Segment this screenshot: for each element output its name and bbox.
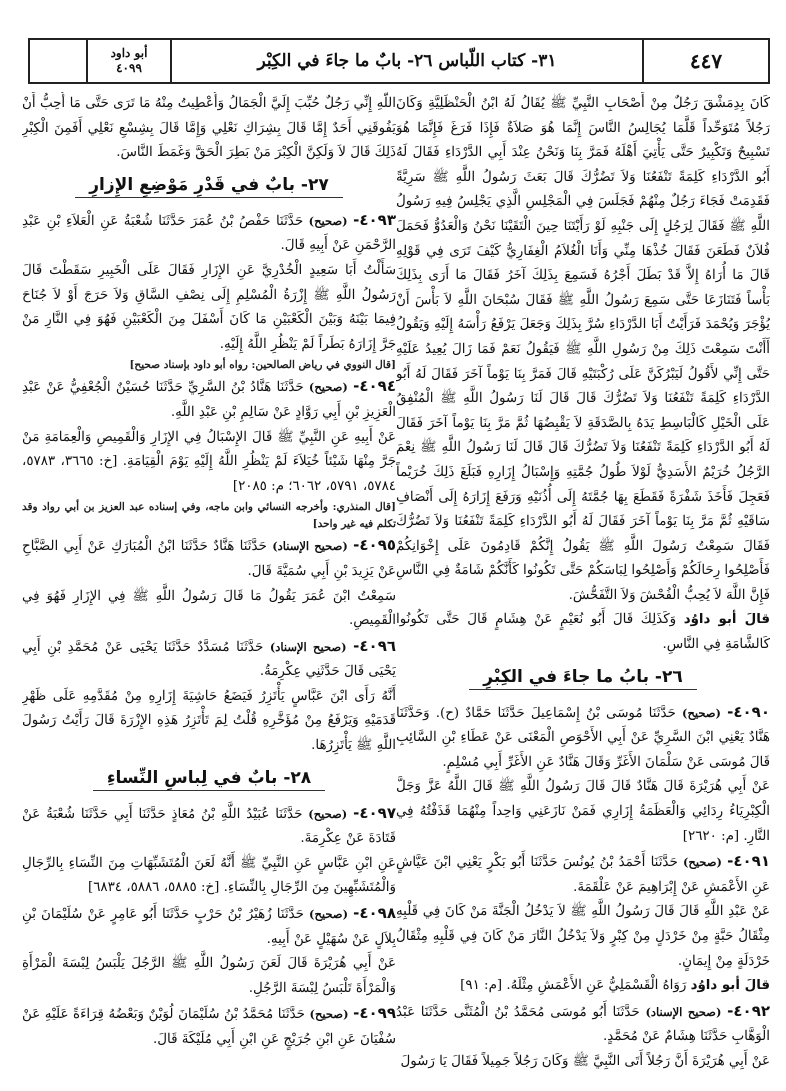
hadith-4091-isnad: [396, 849, 770, 900]
hadith-4097-isnad: [22, 801, 396, 852]
ref-book: أبو داود: [110, 46, 148, 60]
chapter-title: ٣١- كتاب اللّباس ٢٦- بابٌ ما جاءَ في الكِبْر: [170, 40, 642, 82]
hadith-4091-matn: عَنْ عَبْدِ اللَّهِ قَالَ قَالَ رَسُولُ اللَّهِ ﷺ لاَ يَدْخُلُ الْجَنَّةَ مَنْ كَانَ فِي قَلْبِهِ مِثْقَالُ حَبَّةٍ مِنْ خَرْدَلٍ مِنْ كِبْرٍ وَلاَ يَدْخُلُ النَّارَ مَنْ كَانَ فِي قَلْبِهِ مِثْقَالُ خَرْدَلَةٍ مِنْ إِيمَانٍ.: [396, 904, 770, 969]
hadith-4090-isnad: [396, 700, 770, 776]
isnad-text: حَدَّثَنَا مُحَمَّدُ بْنُ سُلَيْمَانَ لُوَيْنٌ وَبَعْضُهُ قِرَاءَةً عَلَيْهِ عَنْ سُفْيَانَ عَنِ ابْنِ جُرَيْجٍ عَنِ ابْنِ أَبِي مُلَيْكَةَ قَالَ.: [22, 1007, 396, 1047]
hadith-4098-matn: عَنْ أَبِي هُرَيْرَةَ قَالَ لَعَنَ رَسُولُ اللَّهِ ﷺ الرَّجُلَ يَلْبَسُ لِبْسَةَ الْمَرْأَةِ وَالْمَرْأَةَ تَلْبَسُ لِبْسَةَ الرَّجُلِ.: [22, 956, 396, 996]
header-blank-cell: [30, 40, 86, 82]
hadith-grade: (صحيح): [309, 907, 349, 922]
isnad-text: حَدَّثَنَا حَفْصُ بْنُ عُمَرَ حَدَّثَنَا شُعْبَةُ عَنِ الْعَلاَءِ بْنِ عَبْدِ الرَّحْمَنِ عَنْ أَبِيهِ قَالَ.: [22, 213, 396, 254]
comment-text: رَوَاهُ الْقَسْمَلِيُّ عَنِ الأَعْمَشِ مِثْلَهُ. [م: ٩١]: [460, 978, 691, 994]
isnad-text: حَدَّثَنَا أَحْمَدُ بْنُ يُونُسَ حَدَّثَنَا أَبُو بَكْرٍ يَعْنِي ابْنَ عَيَّاشٍ عَنِ الأَعْمَشِ عَنْ إِبْرَاهِيمَ عَنْ عَلْقَمَةَ.: [396, 855, 770, 895]
hadith-number: ٤٠٩٩-: [353, 1004, 396, 1023]
hadith-4093-matn: سَأَلْتُ أَبَا سَعِيدٍ الْخُدْرِيَّ عَنِ الإِزَارِ فَقَالَ عَلَى الْخَبِيرِ سَقَطْتَ قَالَ رَسُولُ اللَّهِ ﷺ إِزْرَةُ الْمُسْلِمِ إِلَى نِصْفِ السَّاقِ وَلاَ حَرَجَ أَوْ لاَ جُنَاحَ فِيمَا بَيْنَهُ وَبَيْنَ الْكَعْبَيْنِ مَا كَانَ أَسْفَلَ مِنَ الْكَعْبَيْنِ فَهُوَ فِي النَّارِ مَنْ جَرَّ إِزَارَهُ بَطَراً لَمْ يَنْظُرِ اللَّهُ إِلَيْهِ.: [22, 262, 396, 352]
comment-lead: قالَ أبو داوُد: [690, 978, 770, 994]
right-column: [396, 92, 770, 1082]
page-number: ٤٤٧: [642, 40, 768, 82]
isnad-text: حَدَّثَنَا مُسَدَّدٌ حَدَّثَنَا يَحْيَى عَنْ مُحَمَّدِ بْنِ أَبِي يَحْيَى قَالَ حَدَّثَنِي عِكْرِمَةُ.: [22, 639, 396, 680]
hadith-4090-matn: عَنْ أَبِي هُرَيْرَةَ قَالَ هَنَّادٌ قَالَ قَالَ رَسُولُ اللَّهِ ﷺ قَالَ اللَّهُ عَزَّ وَجَلَّ الْكِبْرِيَاءُ رِدَائِي وَالْعَظَمَةُ إِزَارِي فَمَنْ نَازَعَنِي وَاحِداً مِنْهُمَا قَذَفْتُهُ فِي النَّارِ. [م: ٢٦٢٠]: [396, 779, 770, 844]
hadith-number: ٤٠٩٤-: [353, 377, 396, 396]
hadith-grade: (صحيح): [308, 380, 348, 395]
hadith-number: ٤٠٩٣-: [353, 210, 396, 229]
hadith-4092-isnad: [396, 999, 770, 1050]
hadith-4095-isnad: [22, 533, 396, 584]
hadith-grade: (صحيح الإسناد): [272, 539, 348, 554]
isnad-text: حَدَّثَنَا مُوسَى بْنُ إِسْمَاعِيلَ حَدَّثَنَا حَمَّادٌ (ح). وَحَدَّثَنَا هَنَّادٌ يَعْنِي ابْنَ السَّرِيِّ عَنْ أَبِي الأَحْوَصِ الْمَعْنَى عَنْ عَطَاءِ بْنِ السَّائِبِ قَالَ مُوسَى عَنْ سَلْمَانَ الأَغَرِّ وَقَالَ هَنَّادٌ عَنِ الأَغَرِّ أَبِي مُسْلِمٍ.: [396, 705, 770, 770]
hadith-4093-isnad: [22, 208, 396, 259]
comment-text: وَكَذَلِكَ قَالَ أَبُو نُعَيْمٍ عَنْ هِشَامٍ قَالَ حَتَّى تَكُونُوا كَالشَّامَةِ فِي النَّاسِ.: [396, 612, 770, 653]
hadith-4092-matn: عَنْ أَبِي هُرَيْرَةَ أَنَّ رَجُلاً أَتَى النَّبِيَّ ﷺ وَكَانَ رَجُلاً جَمِيلاً فَقَالَ يَا رَسُولَ: [400, 1053, 770, 1069]
hadith-number: ٤٠٩٥-: [353, 536, 396, 555]
isnad-text: حَدَّثَنَا هَنَّادُ بْنُ السَّرِيِّ حَدَّثَنَا حُسَيْنٌ الْجُعْفِيُّ عَنْ عَبْدِ الْعَزِيزِ بْنِ أَبِي رَوَّادٍ عَنْ سَالِمِ بْنِ عَبْدِ اللَّهِ.: [22, 380, 396, 420]
hadith-grade: (صحيح): [682, 855, 722, 870]
hadith-grade: (صحيح): [308, 213, 348, 228]
hadith-4094-isnad: [22, 374, 396, 425]
isnad-text: حَدَّثَنَا زُهَيْرُ بْنُ حَرْبٍ حَدَّثَنَا أَبُو عَامِرٍ عَنْ سُلَيْمَانَ بْنِ بِلاَلٍ عَنْ سُهَيْلٍ عَنْ أَبِيهِ.: [22, 907, 396, 947]
hadith-4099-isnad: [22, 1001, 396, 1052]
hadith-4096-isnad: [22, 634, 396, 685]
chapter-heading-28: ٢٨- بابٌ في لِباسِ النِّساءِ: [22, 765, 396, 791]
hadith-4096-matn: أَنَّهُ رَأَى ابْنَ عَبَّاسٍ يَأْتَزِرُ فَيَضَعُ حَاشِيَةَ إِزَارِهِ مِنْ مُقَدَّمِهِ عَلَى ظَهْرِ قَدَمَيْهِ وَيَرْفَعُ مِنْ مُؤَخَّرِهِ قُلْتُ لِمَ تَأْتَزِرُ هَذِهِ الإِزْرَةَ قَالَ رَأَيْتُ رَسُولَ اللَّهِ ﷺ يَأْتَزِرُهَا.: [22, 688, 396, 754]
page-header: [28, 38, 770, 84]
isnad-text: حَدَّثَنَا هَنَّادٌ حَدَّثَنَا ابْنُ الْمُبَارَكِ عَنْ أَبِي الصَّبَّاحِ عَنْ يَزِيدَ بْنِ أَبِي سُمَيَّةَ قَالَ.: [22, 539, 396, 579]
chapter-heading-27: ٢٧- بابٌ في قَدْرِ مَوْضِعِ الإِزارِ: [22, 172, 396, 198]
hadith-number: ٤٠٩١-: [727, 852, 770, 871]
hadith-grade: (صحيح): [682, 705, 721, 720]
abu-dawud-comment: [396, 608, 770, 657]
editor-note: [قال النووي في رياض الصالحين: رواه أبو داود بإسناد صحيح]: [129, 359, 396, 372]
editor-note: [قال المنذري: وأخرجه النسائي وابن ماجه، وفي إسناده عبد العزيز بن أبي رواد وقد تكلم فيه غير واحد]: [22, 501, 396, 531]
hadith-4095-matn: سَمِعْتُ ابْنَ عُمَرَ يَقُولُ مَا قَالَ رَسُولُ اللَّهِ ﷺ فِي الإِزَارِ فَهُوَ فِي الْقَمِيصِ.: [22, 588, 396, 629]
abu-dawud-comment: [396, 974, 770, 999]
left-column: [22, 92, 396, 1082]
hadith-number: ٤٠٩٨-: [353, 904, 396, 923]
isnad-text: حَدَّثَنَا أَبُو مُوسَى مُحَمَّدُ بْنُ الْمُثَنَّى حَدَّثَنَا عَبْدُ الْوَهَّابِ حَدَّثَنَا هِشَامٌ عَنْ مُحَمَّدٍ.: [396, 1004, 770, 1045]
hadith-grade: (صحيح الإسناد): [645, 1004, 722, 1019]
comment-lead: قالَ أبو داوُد: [683, 612, 770, 628]
hadith-grade: (صحيح): [309, 1007, 349, 1022]
ref-range: ٤٠٩٩: [116, 61, 142, 75]
hadith-number: ٤٠٩٧-: [353, 803, 396, 822]
hadith-number: ٤٠٩٦-: [353, 636, 396, 655]
hadith-range-ref: [86, 40, 170, 82]
hadith-continuation: كَانَ بِدِمَشْقَ رَجُلٌ مِنْ أَصْحَابِ النَّبِيِّ ﷺ يُقَالُ لَهُ ابْنُ الْحَنْظَلِيَّةِ وَكَانَ رَجُلاً مُتَوَحِّداً قَلَّمَا يُجَالِسُ النَّاسَ إِنَّمَا هُوَ صَلاَةٌ فَإِذَا فَرَغَ فَإِنَّمَا هُوَ تَسْبِيحٌ وَتَكْبِيرٌ حَتَّى يَأْتِيَ أَهْلَهُ فَمَرَّ بِنَا وَنَحْنُ عِنْدَ أَبِي الدَّرْدَاءِ فَقَالَ لَهُ أَبُو الدَّرْدَاءِ كَلِمَةً تَنْفَعُنَا وَلاَ تَضُرُّكَ قَالَ بَعَثَ رَسُولُ اللَّهِ ﷺ سَرِيَّةً فَقَدِمَتْ فَجَاءَ رَجُلٌ مِنْهُمْ فَجَلَسَ فِي الْمَجْلِسِ الَّذِي يَجْلِسُ فِيهِ رَسُولُ اللَّهِ ﷺ فَقَالَ لِرَجُلٍ إِلَى جَنْبِهِ لَوْ رَأَيْتَنَا حِينَ الْتَقَيْنَا نَحْنُ وَالْعَدُوُّ فَحَمَلَ فُلاَنٌ فَطَعَنَ فَقَالَ خُذْهَا مِنِّي وَأَنَا الْغُلاَمُ الْغِفَارِيُّ كَيْفَ تَرَى فِي قَوْلِهِ قَالَ مَا أُرَاهُ إِلاَّ قَدْ بَطَلَ أَجْرُهُ فَسَمِعَ بِذَلِكَ آخَرُ فَقَالَ مَا أَرَى بِذَلِكَ بَأْساً فَتَنَازَعَا حَتَّى سَمِعَ رَسُولُ اللَّهِ ﷺ فَقَالَ سُبْحَانَ اللَّهِ لاَ بَأْسَ أَنْ يُؤْجَرَ وَيُحْمَدَ فَرَأَيْتُ أَبَا الدَّرْدَاءِ سُرَّ بِذَلِكَ وَجَعَلَ يَرْفَعُ رَأْسَهُ إِلَيْهِ وَيَقُولُ أَأَنْتَ سَمِعْتَ ذَلِكَ مِنْ رَسُولِ اللَّهِ ﷺ فَيَقُولُ نَعَمْ فَمَا زَالَ يُعِيدُ عَلَيْهِ حَتَّى إِنِّي لأَقُولُ لَيَبْرُكَنَّ عَلَى رُكْبَتَيْهِ قَالَ فَمَرَّ بِنَا يَوْماً آخَرَ فَقَالَ لَهُ أَبُو الدَّرْدَاءِ كَلِمَةً تَنْفَعُنَا وَلاَ تَضُرُّكَ قَالَ قَالَ لَنَا رَسُولُ اللَّهِ ﷺ الْمُنْفِقُ عَلَى الْخَيْلِ كَالْبَاسِطِ يَدَهُ بِالصَّدَقَةِ لاَ يَقْبِضُهَا ثُمَّ مَرَّ بِنَا يَوْماً آخَرَ فَقَالَ لَهُ أَبُو الدَّرْدَاءِ كَلِمَةً تَنْفَعُنَا وَلاَ تَضُرُّكَ قَالَ قَالَ لَنَا رَسُولُ اللَّهِ ﷺ نِعْمَ الرَّجُلُ خُرَيْمٌ الأَسَدِيُّ لَوْلاَ طُولُ جُمَّتِهِ وَإِسْبَالُ إِزَارِهِ فَبَلَغَ ذَلِكَ خُرَيْماً فَعَجِلَ فَأَخَذَ شَفْرَةً فَقَطَعَ بِهَا جُمَّتَهُ إِلَى أُذُنَيْهِ وَرَفَعَ إِزَارَهُ إِلَى أَنْصَافِ سَاقَيْهِ ثُمَّ مَرَّ بِنَا يَوْماً آخَرَ فَقَالَ لَهُ أَبُو الدَّرْدَاءِ كَلِمَةً تَنْفَعُنَا وَلاَ تَضُرُّكَ فَقَالَ سَمِعْتُ رَسُولَ اللَّهِ ﷺ يَقُولُ إِنَّكُمْ قَادِمُونَ عَلَى إِخْوَانِكُمْ فَأَصْلِحُوا رِحَالَكُمْ وَأَصْلِحُوا لِبَاسَكُمْ حَتَّى تَكُونُوا كَأَنَّكُمْ شَامَةٌ فِي النَّاسِ فَإِنَّ اللَّهَ لاَ يُحِبُّ الْفُحْشَ وَلاَ التَّفَحُّشَ.: [396, 96, 770, 603]
hadith-number: ٤٠٩٠-: [727, 702, 770, 721]
hadith-4097-matn: عَنِ ابْنِ عَبَّاسٍ عَنِ النَّبِيِّ ﷺ أَنَّهُ لَعَنَ الْمُتَشَبِّهَاتِ مِنَ النِّسَاءِ بِالرِّجَالِ وَالْمُتَشَبِّهِينَ مِنَ الرِّجَالِ بِالنِّسَاءِ. [خ: ٥٨٨٥، ٥٨٨٦، ٦٨٣٤]: [22, 855, 396, 896]
hadith-continuation: اللَّهِ إِنِّي رَجُلٌ حُبِّبَ إِلَيَّ الْجَمَالُ وَأُعْطِيتُ مِنْهُ مَا تَرَى حَتَّى مَا أُحِبُّ أَنْ يَفُوقَنِي أَحَدٌ إِمَّا قَالَ بِشِرَاكِ نَعْلِي وَإِمَّا قَالَ بِشِسْعِ نَعْلِي أَفَمِنَ الْكِبْرِ ذَلِكَ قَالَ لاَ وَلَكِنَّ الْكِبْرَ مَنْ بَطِرَ الْحَقَّ وَغَمَطَ النَّاسَ.: [22, 96, 396, 161]
hadith-number: ٤٠٩٢-: [727, 1001, 770, 1020]
hadith-4094-matn: عَنْ أَبِيهِ عَنِ النَّبِيِّ ﷺ قَالَ الإِسْبَالُ فِي الإِزَارِ وَالْقَمِيصِ وَالْعِمَامَةِ مَنْ جَرَّ مِنْهَا شَيْئاً خُيَلاَءَ لَمْ يَنْظُرِ اللَّهُ إِلَيْهِ يَوْمَ الْقِيَامَةِ. [خ: ٣٦٦٥، ٥٧٨٣، ٥٧٨٤، ٥٧٩١، ٦٠٦٢؛ م: ٢٠٨٥]: [22, 429, 396, 494]
hadith-4098-isnad: [22, 901, 396, 952]
isnad-text: حَدَّثَنَا عُبَيْدُ اللَّهِ بْنُ مُعَاذٍ حَدَّثَنَا أَبِي حَدَّثَنَا شُعْبَةُ عَنْ قَتَادَةَ عَنْ عِكْرِمَةَ.: [22, 806, 396, 847]
chapter-heading-26: ٢٦- بابُ ما جاءَ في الكِبْرِ: [396, 664, 770, 690]
hadith-grade: (صحيح): [308, 806, 348, 821]
hadith-grade: (صحيح الإسناد): [269, 639, 347, 654]
